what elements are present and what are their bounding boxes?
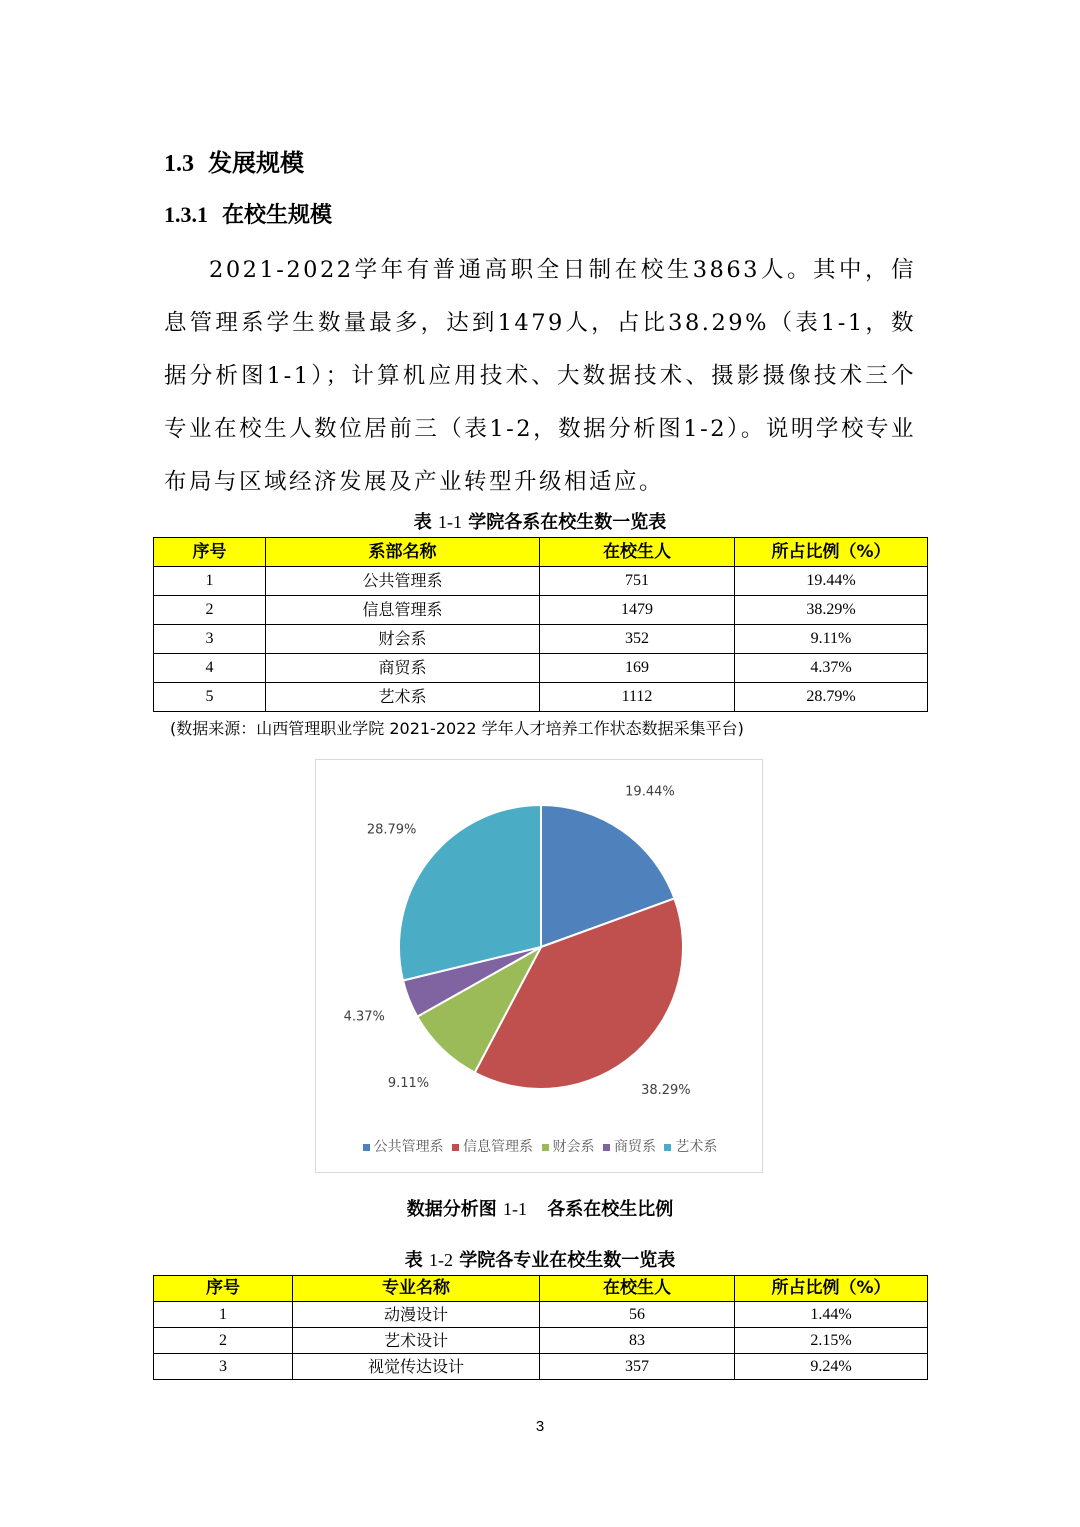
table-row	[154, 1354, 928, 1380]
table-cell: 3	[154, 1354, 293, 1380]
header-cell: 系部名称	[266, 538, 540, 567]
header-cell: 在校生人	[540, 538, 735, 567]
legend-label: 商贸系	[613, 1139, 656, 1155]
table-row	[154, 683, 928, 712]
table1-caption	[0, 508, 1080, 534]
legend-label: 公共管理系	[373, 1139, 444, 1155]
table-cell: 19.44%	[735, 567, 928, 596]
figure-caption-num: 1-1	[503, 1199, 527, 1219]
table-cell: 视觉传达设计	[293, 1354, 540, 1380]
table2-caption-text: 学院各专业在校生数一览表	[459, 1250, 676, 1271]
table-cell: 9.11%	[735, 625, 928, 654]
section-heading	[164, 143, 304, 178]
table-cell: 公共管理系	[266, 567, 540, 596]
page-number: 3	[535, 1418, 545, 1435]
legend-label: 财会系	[552, 1139, 595, 1155]
table-cell: 信息管理系	[266, 596, 540, 625]
legend-swatch	[542, 1144, 549, 1151]
subsection-title: 在校生规模	[222, 202, 333, 228]
header-cell: 所占比例（%）	[735, 538, 928, 567]
pie-data-label: 38.29%	[641, 1083, 691, 1099]
header-cell: 序号	[154, 1276, 293, 1302]
table2-caption	[0, 1246, 1080, 1272]
table-cell: 2	[154, 1328, 293, 1354]
pie-data-label: 19.44%	[625, 784, 675, 800]
major-table	[153, 1275, 928, 1380]
table-row	[154, 1302, 928, 1328]
table-cell: 1479	[540, 596, 735, 625]
table-row	[154, 654, 928, 683]
figure-caption-prefix: 数据分析图	[406, 1199, 497, 1220]
header-cell: 专业名称	[293, 1276, 540, 1302]
legend-swatch	[603, 1144, 610, 1151]
table-header-row	[154, 1276, 928, 1302]
table-row	[154, 1328, 928, 1354]
table-header-row	[154, 538, 928, 567]
legend-label: 信息管理系	[463, 1139, 534, 1155]
section-title: 发展规模	[208, 148, 304, 177]
table-cell: 艺术设计	[293, 1328, 540, 1354]
figure-caption-text: 各系在校生比例	[547, 1199, 674, 1220]
table-cell: 4	[154, 654, 266, 683]
section-number: 1.3	[164, 151, 194, 177]
table-cell: 56	[540, 1302, 735, 1328]
table-cell: 1	[154, 1302, 293, 1328]
table-cell: 2.15%	[735, 1328, 928, 1354]
table-cell: 1112	[540, 683, 735, 712]
legend-item	[363, 1136, 444, 1156]
table-cell: 357	[540, 1354, 735, 1380]
legend-label: 艺术系	[675, 1139, 718, 1155]
table1-caption-num: 1-1	[438, 512, 462, 532]
legend-swatch	[664, 1144, 671, 1151]
table-cell: 751	[540, 567, 735, 596]
table-cell: 169	[540, 654, 735, 683]
subsection-number: 1.3.1	[164, 202, 208, 227]
table-cell: 2	[154, 596, 266, 625]
table-cell: 商贸系	[266, 654, 540, 683]
pie-data-label: 9.11%	[387, 1076, 430, 1092]
pie-chart-frame	[315, 759, 763, 1173]
table1-caption-text: 学院各系在校生数一览表	[468, 512, 667, 533]
table-cell: 1.44%	[735, 1302, 928, 1328]
header-cell: 所占比例（%）	[735, 1276, 928, 1302]
legend-item	[452, 1136, 533, 1156]
table-cell: 4.37%	[735, 654, 928, 683]
department-table	[153, 537, 928, 712]
table-cell: 352	[540, 625, 735, 654]
chart-legend	[0, 1136, 1080, 1156]
table-cell: 动漫设计	[293, 1302, 540, 1328]
legend-item	[664, 1136, 717, 1156]
subsection-heading	[164, 198, 332, 229]
pie-data-label: 4.37%	[343, 1009, 385, 1025]
legend-swatch	[452, 1144, 459, 1151]
table-row	[154, 567, 928, 596]
table-cell: 1	[154, 567, 266, 596]
table-cell: 28.79%	[735, 683, 928, 712]
table1-caption-prefix: 表	[413, 512, 432, 533]
table-row	[154, 596, 928, 625]
paragraph-text: 2021-2022学年有普通高职全日制在校生3863人。其中，信息管理系学生数量最多，达到1479人，占比38.29%（表1-1，数据分析图1-1）；计算机应用技术、大数据技术、摄影摄像技术三个专业在校生人数位居前三（表1-2，数据分析图1-2）。说明学校专业布局与区域经济发展及产业转型升级相适应。	[164, 257, 916, 495]
table-cell: 财会系	[266, 625, 540, 654]
table-cell: 9.24%	[735, 1354, 928, 1380]
table-row	[154, 625, 928, 654]
legend-item	[542, 1136, 595, 1156]
header-cell: 在校生人	[540, 1276, 735, 1302]
table2-caption-prefix: 表	[404, 1250, 423, 1271]
legend-item	[603, 1136, 656, 1156]
table-cell: 3	[154, 625, 266, 654]
pie-chart	[316, 760, 762, 1172]
body-paragraph	[164, 244, 916, 509]
table-cell: 艺术系	[266, 683, 540, 712]
legend-swatch	[363, 1144, 370, 1151]
pie-data-label: 28.79%	[366, 822, 417, 838]
table-cell: 5	[154, 683, 266, 712]
source-note: (数据来源：山西管理职业学院 2021-2022 学年人才培养工作状态数据采集平台)	[170, 719, 744, 738]
table2-caption-num: 1-2	[429, 1250, 453, 1270]
figure-caption	[0, 1195, 1080, 1221]
table-cell: 83	[540, 1328, 735, 1354]
table-cell: 38.29%	[735, 596, 928, 625]
header-cell: 序号	[154, 538, 266, 567]
